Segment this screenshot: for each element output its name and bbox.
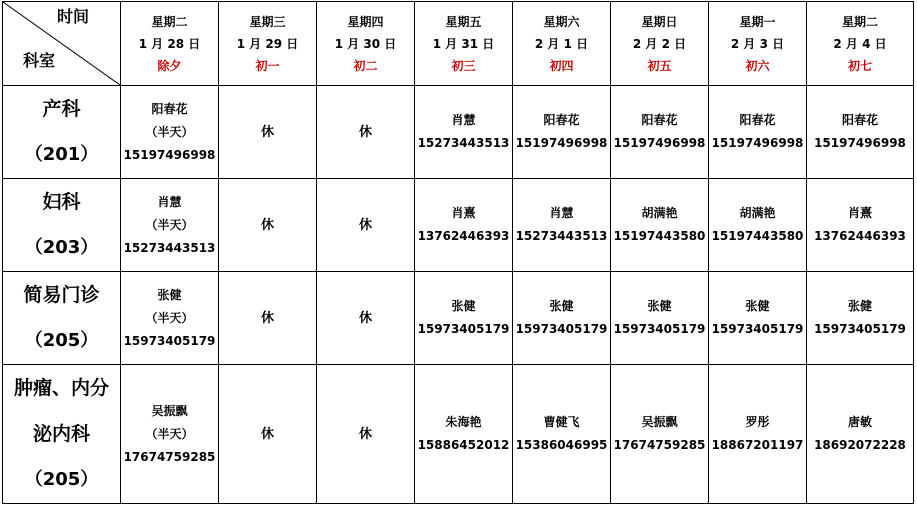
doctor-name: 肖慧 [549,206,574,220]
rest-label: 休 [260,124,274,140]
duty-cell [709,86,807,179]
duty-cell [415,272,513,365]
duty-cell [611,272,709,365]
dept-name: 产科 [42,98,81,120]
dept-row [3,272,914,365]
duty-cell [709,272,807,365]
phone-number: 15973405179 [417,322,510,336]
duty-cell [121,179,219,272]
dept-name: 妇科 [42,191,81,213]
dept-room: （201） [24,144,99,165]
duty-cell [513,179,611,272]
doctor-name: 张健 [157,287,182,302]
duty-cell [513,272,611,365]
date: 2 月 2 日 [632,36,687,51]
duty-cell [121,272,219,365]
doctor-name: 肖熹 [847,206,872,220]
day-header [415,2,513,86]
day-header [807,2,914,86]
phone-number: 18867201197 [711,438,804,452]
date: 1 月 31 日 [432,36,495,51]
weekday: 星期四 [347,14,384,29]
lunar-date: 初六 [745,58,770,73]
phone-number: 15273443513 [515,229,608,243]
phone-number: 15197496998 [814,136,906,150]
duty-cell [807,365,914,504]
phone-number: 15973405179 [613,322,706,336]
doctor-name: 阳春花 [641,113,678,127]
phone-number: 15973405179 [123,333,216,348]
doctor-name: 阳春花 [151,101,188,116]
doctor-name: 朱海艳 [445,415,482,429]
phone-number: 15886452012 [417,438,510,452]
day-header [611,2,709,86]
date: 2 月 1 日 [534,36,589,51]
doctor-name: 张健 [549,299,574,313]
duty-cell [121,365,219,504]
lunar-date: 初一 [255,58,280,73]
doctor-name: 胡满艳 [641,206,678,220]
lunar-date: 初三 [451,58,476,73]
doctor-name: 张健 [451,299,476,313]
phone-number: 15197443580 [613,229,706,243]
doctor-name: 肖慧 [157,194,182,209]
date: 1 月 28 日 [138,36,201,51]
duty-cell [807,272,914,365]
duty-cell [611,365,709,504]
doctor-name: 肖熹 [451,206,476,220]
phone-number: 15273443513 [123,240,216,255]
doctor-name: 阳春花 [739,113,776,127]
rest-label: 休 [358,426,372,442]
phone-number: 15973405179 [515,322,608,336]
doctor-name: 唐敏 [847,415,872,429]
dept-room: （203） [24,237,99,258]
day-header [513,2,611,86]
doctor-name: 张健 [647,299,672,313]
phone-number: 15197496998 [123,147,216,162]
weekday: 星期五 [445,14,482,29]
weekday: 星期二 [841,14,878,29]
phone-number: 13762446393 [814,229,906,243]
duty-cell [317,179,415,272]
date: 2 月 3 日 [730,36,785,51]
rest-label: 休 [260,426,274,442]
phone-number: 13762446393 [417,229,510,243]
doctor-name: 曹健飞 [543,415,580,429]
dept-row [3,179,914,272]
duty-cell [513,365,611,504]
duty-schedule-table [2,1,914,504]
doctor-name: 张健 [745,299,770,313]
doctor-name: 肖慧 [451,113,476,127]
duty-cell [415,365,513,504]
rest-label: 休 [358,310,372,326]
date: 1 月 30 日 [334,36,397,51]
rest-label: 休 [260,217,274,233]
duty-cell [317,86,415,179]
doctor-name: 吴振飘 [641,415,678,429]
phone-number: 15273443513 [417,136,510,150]
date: 1 月 29 日 [236,36,299,51]
weekday: 星期一 [739,14,776,29]
shift-note: （半天） [145,310,194,325]
dept-room: （205） [24,330,99,351]
doctor-name: 阳春花 [543,113,580,127]
duty-cell [709,365,807,504]
dept-room: （205） [24,469,99,490]
date: 2 月 4 日 [833,36,887,51]
duty-cell [121,86,219,179]
shift-note: （半天） [145,124,194,139]
phone-number: 15386046995 [515,438,608,452]
dept-name: 简易门诊 [23,284,100,306]
duty-cell [317,272,415,365]
day-header [121,2,219,86]
duty-cell [807,86,914,179]
doctor-name: 吴振飘 [151,403,188,418]
duty-cell [611,179,709,272]
dept-row [3,365,914,504]
rest-label: 休 [358,124,372,140]
dept-row [3,86,914,179]
duty-cell [317,365,415,504]
lunar-date: 初四 [549,58,574,73]
weekday: 星期三 [249,14,286,29]
duty-cell [807,179,914,272]
day-header [317,2,415,86]
phone-number: 15197496998 [515,136,608,150]
duty-cell [219,365,317,504]
doctor-name: 张健 [847,299,872,313]
rest-label: 休 [260,310,274,326]
lunar-date: 初二 [353,58,378,73]
day-header [219,2,317,86]
duty-cell [219,179,317,272]
phone-number: 15973405179 [711,322,804,336]
phone-number: 15197443580 [711,229,804,243]
phone-number: 15197496998 [613,136,706,150]
dept-name-continued: 泌内科 [32,423,90,445]
duty-cell [219,272,317,365]
shift-note: （半天） [145,217,194,232]
phone-number: 15973405179 [814,322,906,336]
lunar-date: 初五 [647,58,672,73]
dept-cell [3,272,121,365]
doctor-name: 胡满艳 [739,206,776,220]
duty-cell [415,179,513,272]
duty-cell [709,179,807,272]
doctor-name: 罗彤 [745,415,770,429]
dept-cell [3,179,121,272]
day-header [709,2,807,86]
phone-number: 18692072228 [814,438,906,452]
header-row [3,2,914,86]
phone-number: 17674759285 [613,438,706,452]
lunar-date: 初七 [847,58,872,73]
duty-cell [513,86,611,179]
dept-cell [3,86,121,179]
duty-cell [219,86,317,179]
phone-number: 15197496998 [711,136,804,150]
phone-number: 17674759285 [123,449,216,464]
corner-time-label: 时间 [57,7,90,26]
corner-cell [3,2,121,86]
weekday: 星期二 [151,14,188,29]
corner-dept-label: 科室 [23,51,56,70]
dept-name: 肿瘤、内分 [13,377,109,399]
lunar-date: 除夕 [157,58,182,73]
weekday: 星期六 [543,14,580,29]
weekday: 星期日 [641,14,678,29]
duty-cell [415,86,513,179]
shift-note: （半天） [145,426,194,441]
doctor-name: 阳春花 [841,113,878,127]
rest-label: 休 [358,217,372,233]
dept-cell [3,365,121,504]
duty-cell [611,86,709,179]
